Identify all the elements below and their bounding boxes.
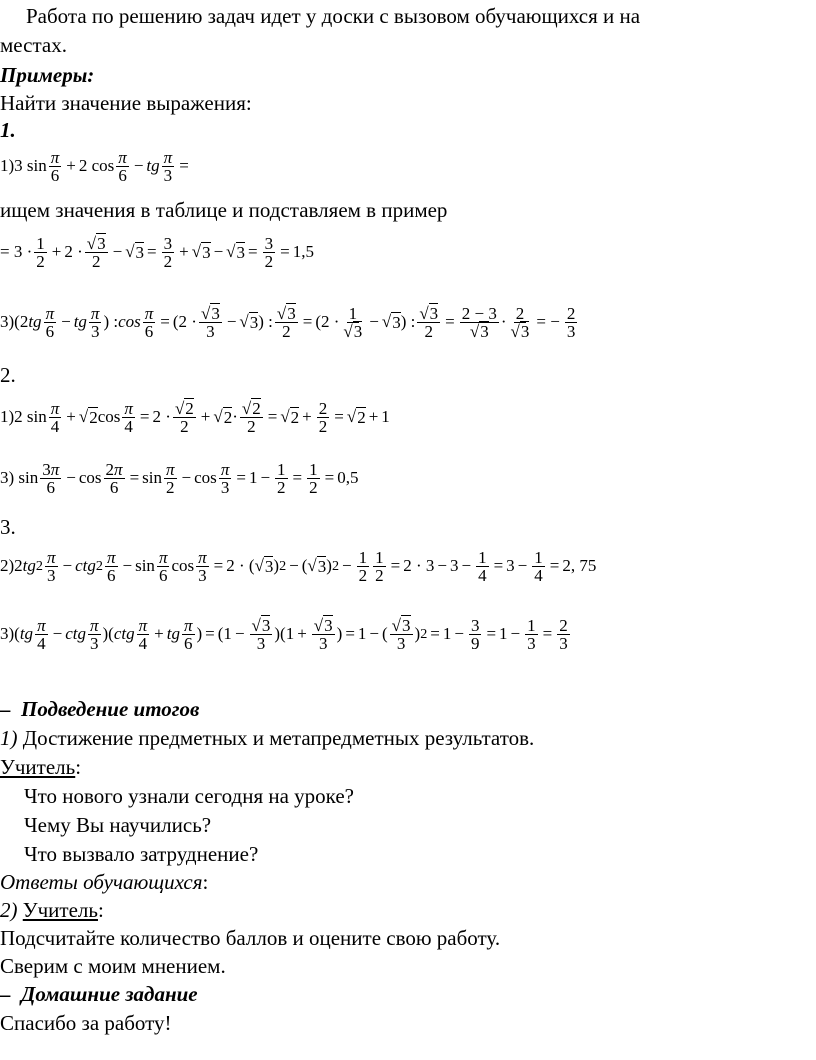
example-label-1: 1. bbox=[0, 118, 16, 142]
question-3: Что вызвало затруднение? bbox=[24, 842, 259, 866]
answers-row bbox=[0, 870, 208, 894]
intro-text-line1: Работа по решению задач идет у доски с вызовом обучающихся и на bbox=[26, 4, 641, 28]
teacher-colon-2: : bbox=[97, 898, 104, 922]
intro-text-line2: местах. bbox=[0, 33, 67, 57]
point-1-row bbox=[0, 726, 534, 750]
teacher-label-row-1 bbox=[0, 755, 81, 779]
summary-dash: – bbox=[0, 697, 11, 721]
teacher-colon: : bbox=[75, 755, 82, 779]
count-text: Подсчитайте количество баллов и оцените свою работу. bbox=[0, 926, 501, 950]
formula-1-1-solution: = 3 · $\frac{1}{2}$ + 2 · $\frac{√3}{2}$ − √ 3 = $\frac{3}{2}$ + √ 3 − √ 3 = $\frac{3}{2}$ = 1,5 bbox=[0, 233, 314, 271]
question-1: Что нового узнали сегодня на уроке? bbox=[24, 784, 355, 808]
example-label-2: 2. bbox=[0, 363, 16, 387]
formula-2-1: 1)2 sin $\frac{\pi}{4}$ + √ 2 cos $\frac{\pi}{4}$ = 2 · $\frac{√2}{2}$ + √ 2 · $\frac{√2}{2}$ = √ 2 + $\frac{2}{2}$ = √ 2 + 1 bbox=[0, 398, 390, 436]
summary-heading: Подведение итогов bbox=[21, 697, 200, 721]
formula-2-3: 3) sin $\frac{3\pi}{6}$ − cos $\frac{2\pi}{6}$ = sin $\frac{\pi}{2}$ − cos $\frac{\pi}{3}$ = 1 − $\frac{1}{2}$ = $\frac{1}{2}$ = 0,5 bbox=[0, 459, 359, 497]
formula-3-2: 2)2 tg 2 $\frac{\pi}{3}$ − ctg 2 $\frac{\pi}{6}$ − sin $\frac{\pi}{6}$ cos $\frac{\pi}{3}$ = 2 · (√ 3 ) 2 − (√ 3 ) 2 − $\frac{1}{2}$ $\frac{1}{2}$ = 2 · 3 − 3 − $\frac{1}{4}$ = 3 − $\frac{1}{4}$ = 2, 75 bbox=[0, 547, 597, 585]
homework-heading: Домашние задание bbox=[21, 982, 198, 1006]
question-2: Чему Вы научились? bbox=[24, 813, 212, 837]
answers-label: Ответы обучающихся bbox=[0, 870, 203, 894]
examples-heading: Примеры: bbox=[0, 63, 95, 87]
teacher-label: Учитель bbox=[0, 755, 76, 779]
compare-text: Сверим с моим мнением. bbox=[0, 954, 226, 978]
summary-heading-row bbox=[0, 697, 199, 721]
point-2-row bbox=[0, 898, 104, 922]
thanks-text: Спасибо за работу! bbox=[0, 1011, 172, 1035]
table-note: ищем значения в таблице и подставляем в пример bbox=[0, 198, 448, 222]
homework-dash: – bbox=[0, 982, 11, 1006]
point-2-number: 2) bbox=[0, 898, 18, 922]
formula-1-1: 1)3 sin $\frac{\pi}{6}$ + 2 cos $\frac{\pi}{6}$ − tg $\frac{\pi}{3}$ = bbox=[0, 147, 189, 185]
answers-colon: : bbox=[202, 870, 209, 894]
teacher-label-2: Учитель bbox=[22, 898, 98, 922]
example-label-3: 3. bbox=[0, 515, 16, 539]
point-1-text: Достижение предметных и метапредметных результатов. bbox=[22, 726, 535, 750]
point-1-number: 1) bbox=[0, 726, 18, 750]
task-text: Найти значение выражения: bbox=[0, 91, 252, 115]
homework-heading-row bbox=[0, 982, 198, 1006]
formula-3-3: 3)( tg $\frac{\pi}{4}$ − ctg $\frac{\pi}{3}$ )( ctg $\frac{\pi}{4}$ + tg $\frac{\pi}{6}$ ) = (1 − $\frac{√3}{3}$ )(1 + $\frac{√3}{3}$ ) = 1 − ( $\frac{√3}{3}$ ) 2 = 1 − $\frac{3}{9}$ = 1 − $\frac{1}{3}$ = $\frac{2}{3}$ bbox=[0, 615, 568, 653]
formula-1-3: 3)(2 tg $\frac{\pi}{6}$ − tg $\frac{\pi}{3}$ ) : cos $\frac{\pi}{6}$ = (2 · $\frac{√3}{3}$ − √ 3 ) : $\frac{√3}{2}$ = (2 · $\frac{1}{√3}$ − √ 3 ) : $\frac{√3}{2}$ = $\frac{2 - 3}{√3}$ · $\frac{2}{√3}$ = − $\frac{2}{3}$ bbox=[0, 303, 576, 341]
